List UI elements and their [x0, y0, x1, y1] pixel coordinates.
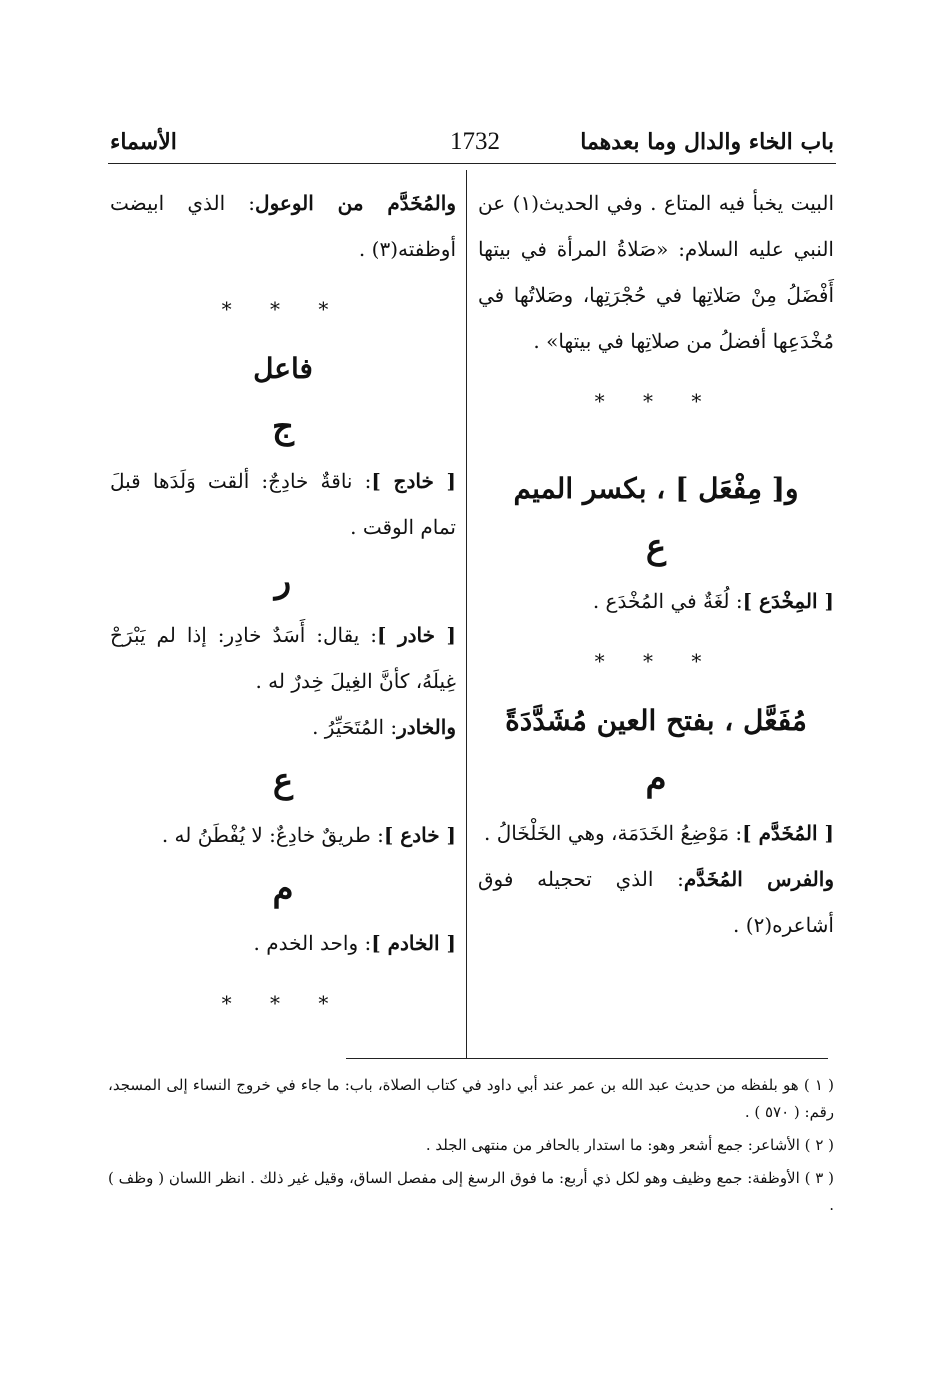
entry-text: : الذي ابيضت أوظفته(٣) .	[110, 191, 456, 261]
footnotes	[108, 1072, 834, 1225]
entry	[478, 856, 834, 948]
entry-headword: [ خادع ]	[383, 823, 456, 847]
footnote: ( ٣ ) الأوظفة: جمع وظيف وهو لكل ذي أربع: ما فوق الرسغ إلى مفصل الساق، وقيل غير ذلك . انظر اللسان ( وظف ) .	[108, 1169, 834, 1214]
entry-headword: [ الخادم ]	[371, 931, 456, 955]
entry-headword: [ خادر ]	[376, 623, 456, 647]
separator-stars: * * *	[221, 297, 345, 321]
entry-headword: [ المِخْدَع ]	[742, 589, 834, 613]
letter-heading: ر	[274, 561, 292, 601]
page-number: 1732	[450, 128, 500, 155]
right-column	[478, 180, 834, 948]
chapter-title: باب الخاء والدال وما بعدهما	[580, 129, 834, 155]
section-heading: و[ مِفْعَل ] ، بكسر الميم	[513, 472, 799, 505]
header-rule	[108, 163, 836, 164]
entry-text: : مَوْضِعُ الخَدَمَة، وهي الخَلْخَالُ .	[484, 821, 743, 845]
entry-headword: [ خادج ]	[371, 469, 456, 493]
entry	[478, 578, 834, 624]
entry	[110, 612, 456, 704]
letter-heading: ج	[272, 407, 294, 447]
entry	[110, 704, 456, 750]
entry-text: : يقال: أَسَدٌ خادِر: إذا لم يَبْرَحْ غِيلَهُ، كأنَّ الغِيلَ خِدرٌ له .	[110, 623, 456, 693]
entry-text: : الذي تحجيله فوق أشاعره(٢) .	[478, 867, 834, 937]
separator-stars: * * *	[594, 389, 718, 413]
entry-headword: والفرس المُخَدَّم	[683, 867, 834, 891]
letter-heading: ع	[645, 527, 667, 567]
entry-headword: والمُخَدَّم من الوعول	[255, 191, 456, 215]
entry	[478, 810, 834, 856]
entry	[110, 180, 456, 272]
footnote-rule	[346, 1058, 828, 1059]
paragraph: البيت يخبأ فيه المتاع . وفي الحديث(١) عن النبي عليه السلام: «صَلاةُ المرأة في بيتها أَفْضَلُ مِنْ صَلاتِها في حُجْرَتِها، وصَلاتُها في مُخْدَعِها أفضلُ من صلاتِها في بيتها» .	[478, 191, 834, 353]
entry-text: : طريقٌ خادِعٌ: لا يُفْطَنُ له .	[161, 823, 384, 847]
entry	[110, 920, 456, 966]
entry-text: : ناقةٌ خادِجٌ: ألقت وَلَدَها قبلَ تمام الوقت .	[110, 469, 456, 539]
entry-headword: [ المُخَدَّم ]	[742, 821, 834, 845]
letter-heading: م	[645, 759, 667, 799]
letter-heading: م	[272, 869, 294, 909]
separator-stars: * * *	[221, 991, 345, 1015]
entry-text: : واحد الخدم .	[253, 931, 372, 955]
column-divider	[466, 170, 467, 1058]
letter-heading: ع	[272, 761, 294, 801]
left-column	[110, 180, 456, 1040]
footnote: ( ١ ) هو بلفظه من حديث عبد الله بن عمر عند أبي داود في كتاب الصلاة، باب: ما جاء في خروج النساء إلى المسجد، رقم: ( ٥٧٠ ) .	[108, 1076, 834, 1121]
entry	[110, 458, 456, 550]
separator-stars: * * *	[594, 649, 718, 673]
entry-text: : المُتَحَيِّرُ .	[312, 715, 398, 739]
entry-text: : لُغَةٌ في المُخْدَع .	[592, 589, 743, 613]
entry	[110, 812, 456, 858]
footnote: ( ٢ ) الأشاعر: جمع أشعر وهو: ما استدار بالحافر من منتهى الجلد .	[425, 1136, 834, 1154]
entry-headword: والخادر	[397, 715, 456, 739]
section-heading: مُفَعَّل ، بفتح العين مُشَدَّدَةً	[505, 704, 807, 737]
section-title: الأسماء	[110, 129, 177, 155]
section-heading: فاعل	[253, 352, 313, 385]
